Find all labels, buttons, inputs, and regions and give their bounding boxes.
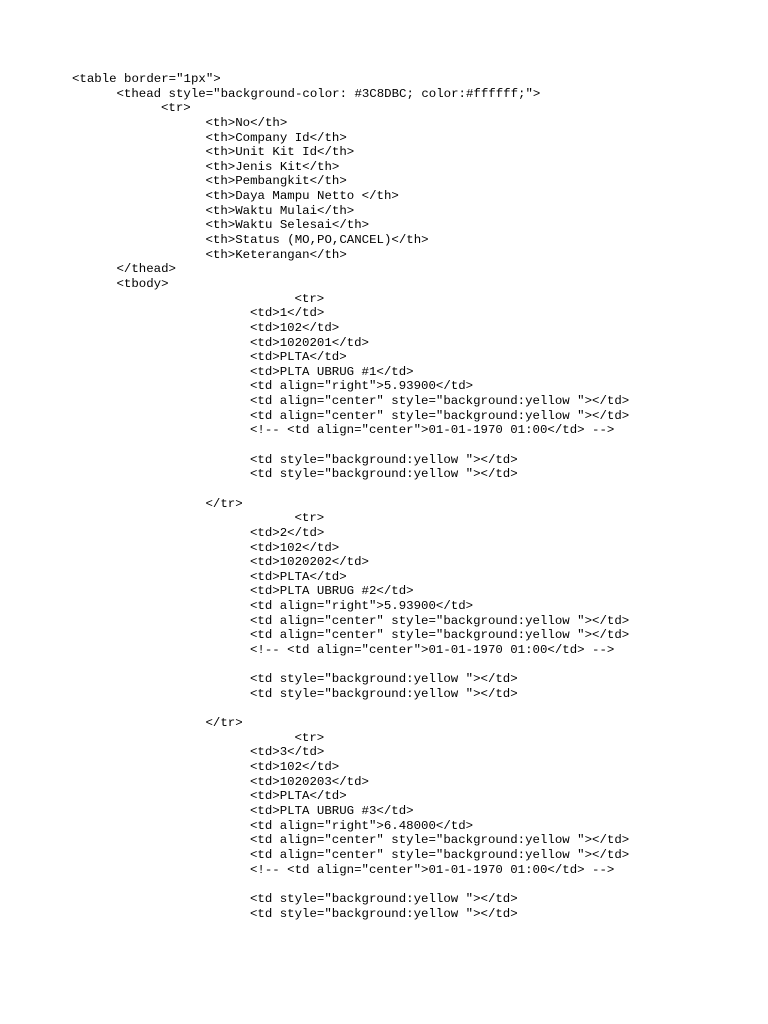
code-line: </thead> (116, 262, 176, 277)
code-line: <td style="background:yellow "></td> (250, 672, 518, 687)
blank-line (72, 438, 752, 453)
code-line: <td style="background:yellow "></td> (250, 686, 518, 701)
code-line: <tr> (294, 291, 325, 306)
code-line: <td style="background:yellow "></td> (250, 891, 518, 906)
code-line: <td>PLTA UBRUG #1</td> (250, 364, 414, 379)
blank-line (72, 702, 752, 717)
code-line: <td style="background:yellow "></td> (250, 906, 518, 921)
code-line: <table border="1px"> (72, 72, 221, 86)
code-line: <th>Daya Mampu Netto </th> (205, 189, 399, 204)
code-line: <td>1</td> (250, 306, 325, 321)
code-line: <td align="center" style="background:yellow "></td> (250, 628, 630, 643)
code-block (72, 72, 752, 921)
code-line: <td align="right">5.93900</td> (250, 599, 474, 614)
code-line: <td>PLTA UBRUG #3</td> (250, 804, 414, 819)
code-line: <td>PLTA</td> (250, 569, 347, 584)
code-line: <td>PLTA</td> (250, 350, 347, 365)
code-line: <td>1020202</td> (250, 555, 369, 570)
code-line: <tbody> (116, 276, 169, 291)
code-line: <tr> (294, 730, 325, 745)
code-line: <th>Keterangan</th> (205, 247, 347, 262)
code-line: <td>102</td> (250, 760, 340, 775)
code-line: <td align="center" style="background:yellow "></td> (250, 833, 630, 848)
code-line: <td align="center" style="background:yellow "></td> (250, 408, 630, 423)
code-line: <td>2</td> (250, 525, 325, 540)
code-line: <th>Waktu Mulai</th> (205, 203, 355, 218)
blank-line (72, 877, 752, 892)
code-line: <td>102</td> (250, 540, 340, 555)
code-line: <td align="right">6.48000</td> (250, 818, 474, 833)
code-line: <td style="background:yellow "></td> (250, 467, 518, 482)
code-line: <th>Pembangkit</th> (205, 174, 347, 189)
code-line: <td align="center" style="background:yellow "></td> (250, 613, 630, 628)
code-line: <td>PLTA</td> (250, 789, 347, 804)
code-line: <th>Jenis Kit</th> (205, 159, 340, 174)
code-line: </tr> (205, 496, 243, 511)
code-line: </tr> (205, 716, 243, 731)
code-line: <td style="background:yellow "></td> (250, 452, 518, 467)
code-line: <th>Unit Kit Id</th> (205, 145, 355, 160)
code-line: <td>3</td> (250, 745, 325, 760)
code-line: <td>1020201</td> (250, 335, 369, 350)
code-line: <!-- <td align="center">01-01-1970 01:00</td> --> (250, 423, 615, 438)
code-line: <td align="right">5.93900</td> (250, 379, 474, 394)
code-line: <th>Waktu Selesai</th> (205, 218, 370, 233)
code-line: <td align="center" style="background:yellow "></td> (250, 394, 630, 409)
code-line: <td>1020203</td> (250, 774, 369, 789)
code-line: <td align="center" style="background:yellow "></td> (250, 847, 630, 862)
code-line: <tr> (161, 101, 191, 116)
blank-line (72, 658, 752, 673)
code-line: <th>Status (MO,PO,CANCEL)</th> (205, 233, 429, 248)
code-line: <th>Company Id</th> (205, 130, 347, 145)
code-line: <th>No</th> (205, 115, 288, 130)
code-line: <td>102</td> (250, 320, 340, 335)
code-line: <!-- <td align="center">01-01-1970 01:00</td> --> (250, 862, 615, 877)
code-line: <thead style="background-color: #3C8DBC; color:#ffffff;"> (116, 86, 541, 101)
code-line: <tr> (294, 511, 325, 526)
blank-line (72, 482, 752, 497)
code-line: <!-- <td align="center">01-01-1970 01:00</td> --> (250, 642, 615, 657)
code-line: <td>PLTA UBRUG #2</td> (250, 584, 414, 599)
